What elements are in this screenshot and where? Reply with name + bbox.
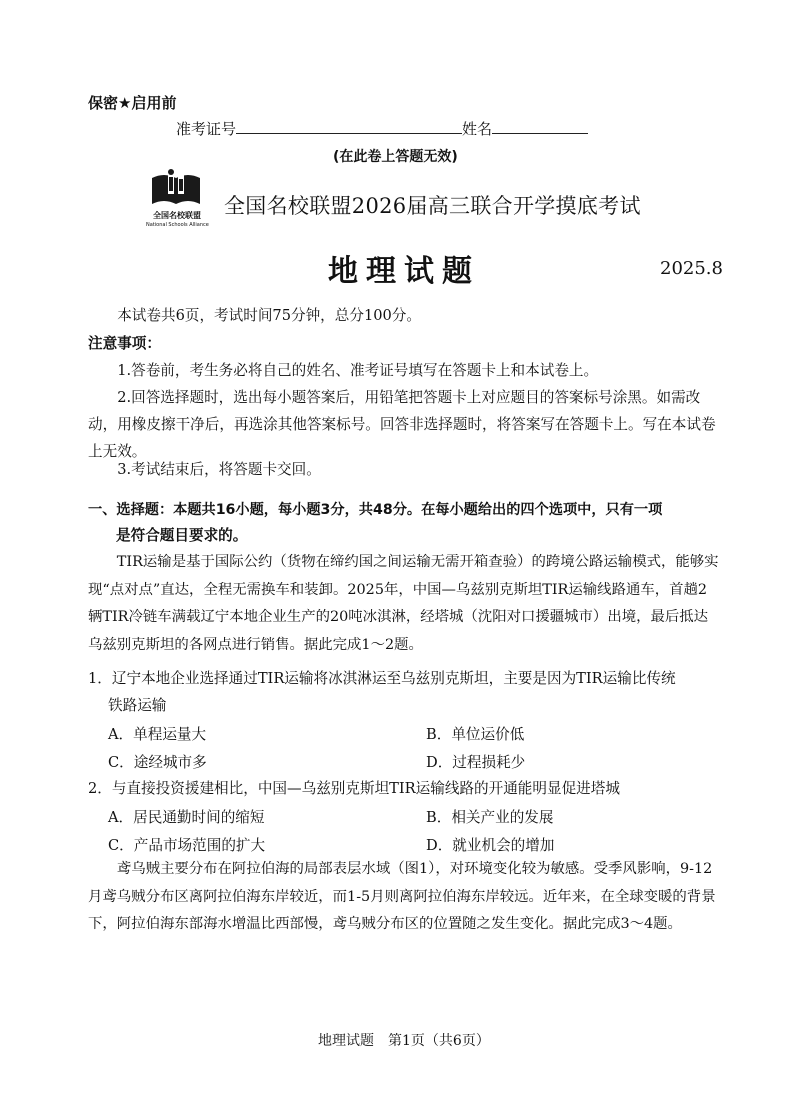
question-1-option-c[interactable]: C．途经城市多	[108, 754, 207, 771]
question-1-option-b[interactable]: B．单位运价低	[426, 726, 525, 743]
book-logo-icon	[150, 168, 202, 206]
candidate-info-line	[176, 118, 588, 139]
logo-english-text: National Schools Alliance	[146, 222, 209, 228]
confidential-label: 保密★启用前	[88, 94, 177, 112]
attention-item-3: 3.考试结束后，将答题卡交回。	[117, 461, 321, 478]
name-label: 姓名	[462, 120, 493, 138]
question-1-stem-line2: 铁路运输	[108, 697, 167, 714]
invalid-answer-notice: (在此卷上答题无效)	[333, 149, 458, 165]
question-2-option-b[interactable]: B．相关产业的发展	[426, 809, 554, 826]
question-2-option-c[interactable]: C．产品市场范围的扩大	[108, 837, 266, 854]
question-1-stem-line1: 1．辽宁本地企业选择通过TIR运输将冰淇淋运至乌兹别克斯坦，主要是因为TIR运输比传统	[88, 670, 676, 687]
attention-title: 注意事项：	[88, 335, 161, 352]
paper-intro: 本试卷共6页，考试时间75分钟，总分100分。	[117, 307, 421, 324]
question-1-option-d[interactable]: D．过程损耗少	[426, 754, 526, 771]
logo-text: 全国名校联盟	[153, 211, 201, 220]
section1-title-line1: 一、选择题：本题共16小题，每小题3分，共48分。在每小题给出的四个选项中，只有一项	[88, 502, 663, 518]
page-footer: 地理试题 第1页（共6页）	[318, 1033, 490, 1049]
question-1-option-a[interactable]: A．单程运量大	[108, 726, 207, 743]
question-2-option-a[interactable]: A．居民通勤时间的缩短	[108, 809, 265, 826]
exam-title: 全国名校联盟2026届高三联合开学摸底考试	[224, 194, 641, 218]
attention-item-1: 1.答卷前，考生务必将自己的姓名、准考证号填写在答题卡上和本试卷上。	[117, 362, 599, 379]
question-2-option-d[interactable]: D．就业机会的增加	[426, 837, 555, 854]
name-blank	[492, 119, 588, 134]
question-2-stem: 2．与直接投资援建相比，中国—乌兹别克斯坦TIR运输线路的开通能明显促进塔城	[88, 780, 620, 797]
attention-item-2: 2.回答选择题时，选出每小题答案后，用铅笔把答题卡上对应题目的答案标号涂黑。如需改动，用橡皮擦干净后，再选涂其他答案标号。回答非选择题时，将答案写在答题卡上。写在本试卷上无效。	[88, 389, 716, 460]
passage-squid: 鸢乌贼主要分布在阿拉伯海的局部表层水域（图1），对环境变化较为敏感。受季风影响，9-12月鸢乌贼分布区离阿拉伯海东岸较近，而1-5月则离阿拉伯海东岸较远。近年来，在全球变暖的背景下，阿拉伯海东部海水增温比西部慢，鸢乌贼分布区的位置随之发生变化。据此完成3～4题。	[88, 861, 716, 932]
alliance-logo	[146, 168, 208, 232]
exam-number-label: 准考证号	[176, 120, 237, 138]
exam-number-blank	[236, 119, 462, 134]
exam-date: 2025.8	[660, 258, 723, 279]
section1-title-line2: 是符合题目要求的。	[116, 527, 248, 544]
subject-title: 地理试题	[328, 254, 480, 289]
passage-tir: TIR运输是基于国际公约（货物在缔约国之间运输无需开箱查验）的跨境公路运输模式，能够实现“点对点”直达，全程无需换车和装卸。2025年，中国—乌兹别克斯坦TIR运输线路通车，首趟2辆TIR冷链车满载辽宁本地企业生产的20吨冰淇淋，经塔城（沈阳对口援疆城市）出境，最后抵达乌兹别克斯坦的各网点进行销售。据此完成1～2题。	[88, 554, 719, 653]
